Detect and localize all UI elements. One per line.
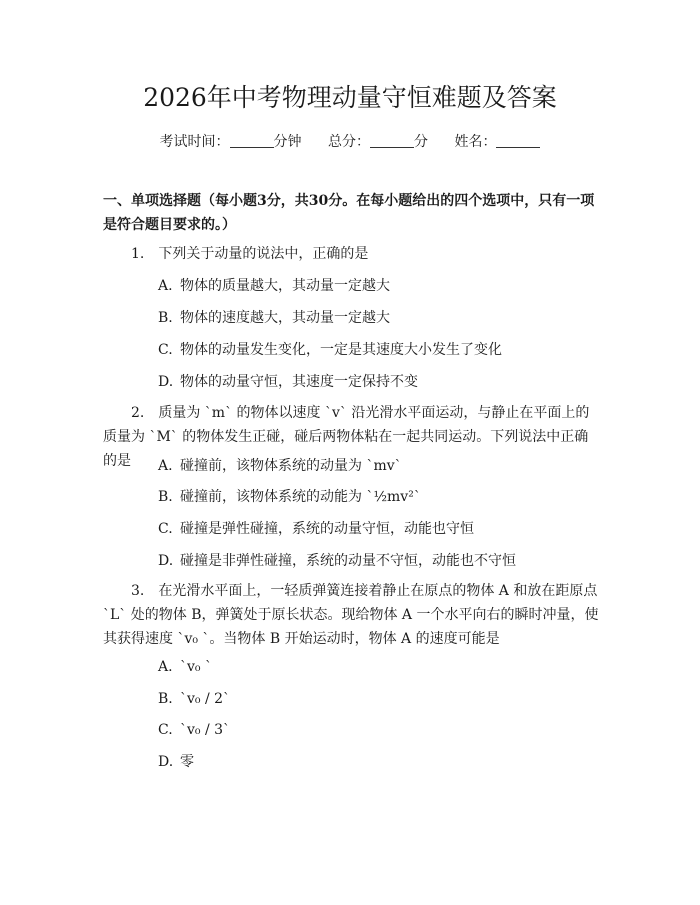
q2-option-d [158,551,598,571]
q3-option-c [158,720,598,740]
option-key: A. [158,659,173,675]
q2-option-b [158,487,598,507]
q1-option-d [158,372,598,392]
q2-option-a [158,456,598,476]
option-key: B. [158,489,173,505]
option-key: D. [158,754,174,770]
option-key: D. [158,374,174,390]
score-label: 总分： [328,134,370,150]
name-blank [496,135,540,148]
option-text: `v₀ / 2` [180,691,231,707]
option-key: A. [158,458,173,474]
option-text: 物体的动量发生变化，一定是其速度大小发生了变化 [180,342,502,358]
option-text: 物体的动量守恒，其速度一定保持不变 [180,374,418,390]
option-key: C. [158,521,173,537]
question-3: 3. 在光滑水平面上，一轻质弹簧连接着静止在原点的物体 A 和放在距原点 `L` 处的物体 B，弹簧处于原长状态。现给物体 A 一个水平向右的瞬时冲量，使其获得速度 `v₀ `。当物体 B 开始运动时，物体 A 的速度可能是 [103,583,599,647]
time-unit: 分钟 [273,134,302,150]
name-label: 姓名： [454,134,497,150]
option-text: `v₀ ` [180,659,212,675]
option-text: `v₀ / 3` [180,722,231,738]
exam-meta [0,131,700,151]
time-label: 考试时间： [159,134,230,150]
q3-option-a [158,657,598,677]
option-text: 物体的速度越大，其动量一定越大 [180,310,390,326]
q2-option-c [158,519,598,539]
q1-option-c [158,340,598,360]
option-key: B. [158,691,173,707]
q1-option-a [158,276,598,296]
option-key: C. [158,722,173,738]
option-key: A. [158,278,173,294]
option-text: 碰撞前，该物体系统的动能为 `½mv²` [180,489,421,505]
exam-time [160,131,302,151]
question-1: 1. 下列关于动量的说法中，正确的是 [131,246,369,262]
option-text: 零 [180,754,194,770]
q3-option-b [158,689,598,709]
option-text: 碰撞是弹性碰撞，系统的动量守恒，动能也守恒 [180,521,474,537]
option-key: B. [158,310,173,326]
option-key: D. [158,553,174,569]
option-text: 碰撞前，该物体系统的动量为 `mv` [180,458,402,474]
section-heading: 一、单项选择题（每小题3分，共30分。在每小题给出的四个选项中，只有一项是符合题目要求的。） [103,193,595,233]
option-key: C. [158,342,173,358]
score-unit: 分 [414,134,428,150]
time-blank [230,135,274,148]
page-title: 2026年中考物理动量守恒难题及答案 [143,83,557,112]
q3-option-d [158,752,598,772]
q1-option-b [158,308,598,328]
exam-name [454,131,540,151]
option-text: 碰撞是非弹性碰撞，系统的动量不守恒，动能也不守恒 [180,553,516,569]
question-2: 2. 质量为 `m` 的物体以速度 `v` 沿光滑水平面运动，与静止在平面上的质量为 `M` 的物体发生正碰，碰后两物体粘在一起共同运动。下列说法中正确的是 [103,405,590,469]
exam-score [328,131,428,151]
option-text: 物体的质量越大，其动量一定越大 [180,278,390,294]
score-blank [370,135,414,148]
